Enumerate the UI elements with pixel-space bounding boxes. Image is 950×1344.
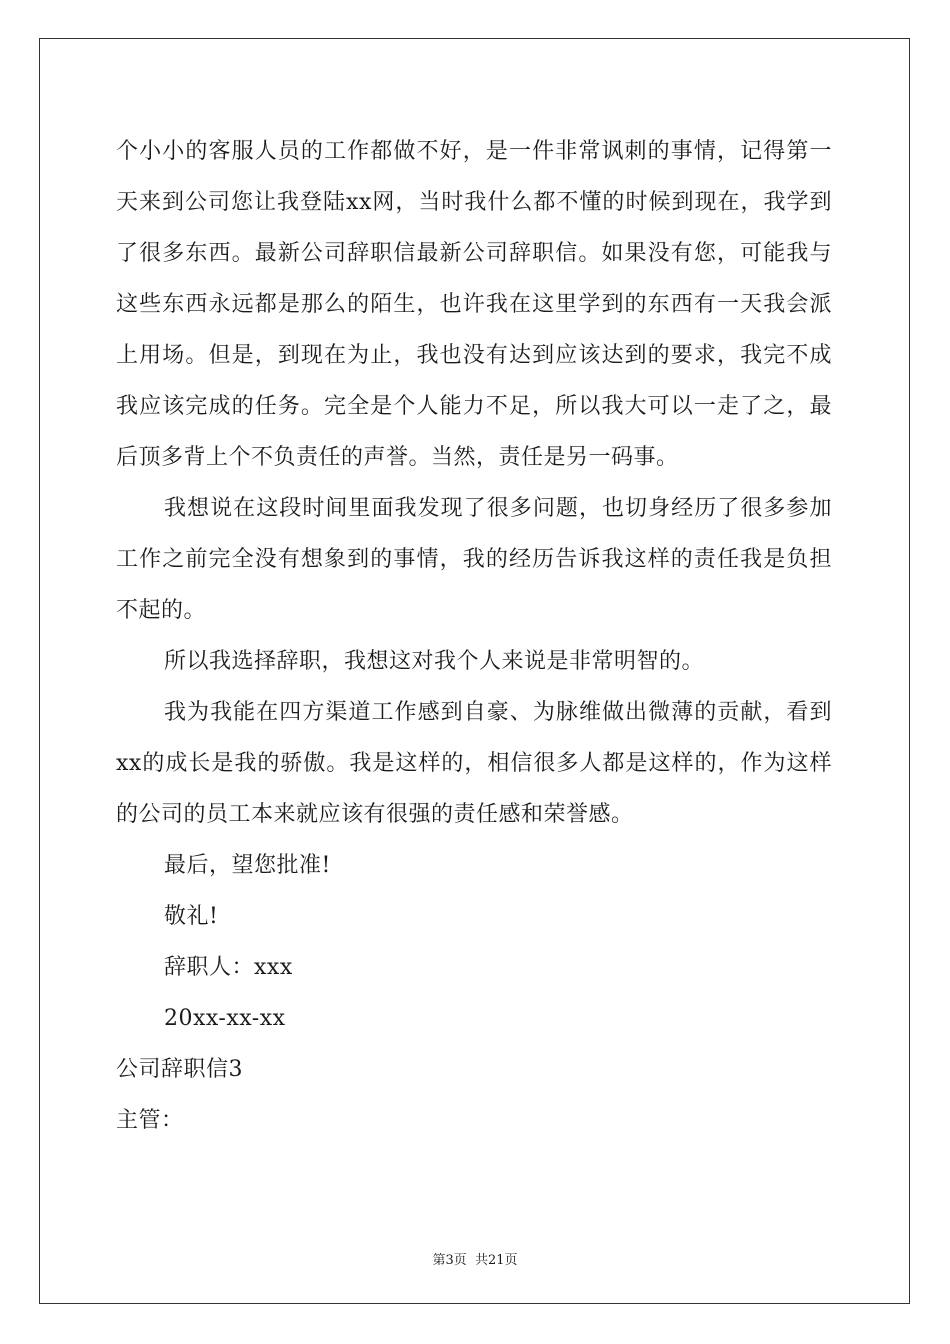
paragraph-pride: 我为我能在四方渠道工作感到自豪、为脉维做出微薄的贡献，看到xx的成长是我的骄傲。我是这样的，相信很多人都是这样的，作为这样的公司的员工本来就应该有很强的责任感和荣誉感。 [116,700,832,827]
paragraph-decision: 所以我选择辞职，我想这对我个人来说是非常明智的。 [164,649,705,674]
paragraph-problems: 我想说在这段时间里面我发现了很多问题，也切身经历了很多参加工作之前完全没有想象到的事情，我的经历告诉我这样的责任我是负担不起的。 [116,496,832,623]
paragraph-addressee: 主管： [116,1108,184,1133]
paragraph-salutation: 敬礼! [164,904,219,929]
paragraph-date: 20xx-xx-xx [164,1006,286,1031]
page-number: 第3页 [432,1253,467,1268]
paragraph-closing-request: 最后，望您批准! [164,853,331,878]
paragraph-signatory: 辞职人：xxx [164,955,293,980]
page-footer [0,1249,950,1268]
section-heading: 公司辞职信3 [116,1057,243,1082]
paragraph-resignation-body: 个小小的客服人员的工作都做不好，是一件非常讽刺的事情，记得第一天来到公司您让我登陆xx网，当时我什么都不懂的时候到现在，我学到了很多东西。最新公司辞职信最新公司辞职信。如果没有您，可能我与这些东西永远都是那么的陌生，也许我在这里学到的东西有一天我会派上用场。但是，到现在为止，我也没有达到应该达到的要求，我完不成我应该完成的任务。完全是个人能力不足，所以我大可以一走了之，最后顶多背上个不负责任的声誉。当然，责任是另一码事。 [116,139,832,470]
document-body [116,126,832,1146]
page-total: 共21页 [474,1253,518,1268]
